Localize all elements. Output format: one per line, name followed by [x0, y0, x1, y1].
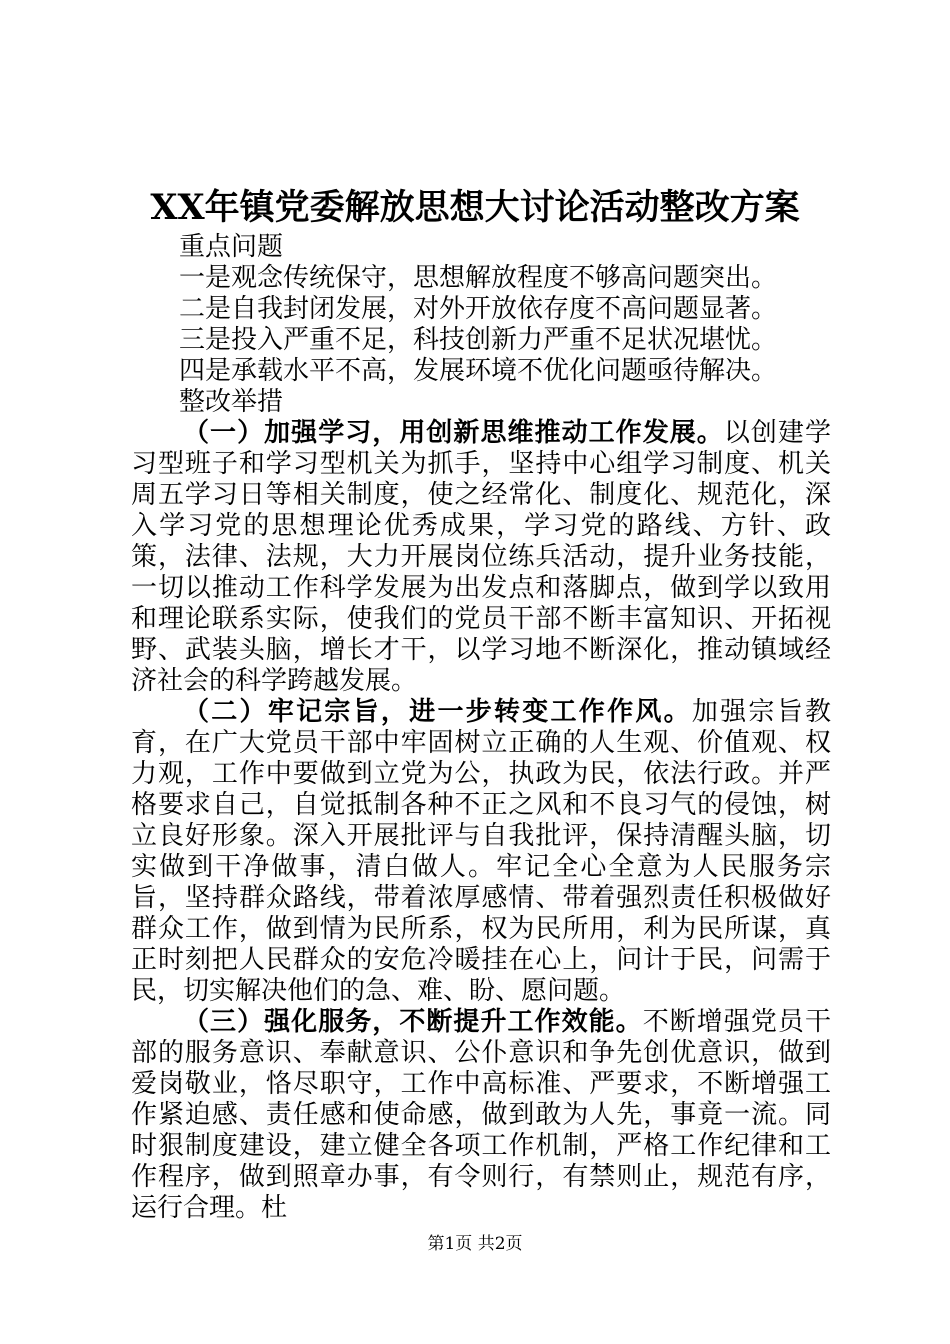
- measure-body-1: 以创建学习型班子和学习型机关为抓手，坚持中心组学习制度、机关周五学习日等相关制度，使之经常化、制度化、规范化，深入学习党的思想理论优秀成果，学习党的路线、方针、政策，法律、法规，大力开展岗位练兵活动，提升业务技能，一切以推动工作科学发展为出发点和落脚点，做到学以致用和理论联系实际，使我们的党员干部不断丰富知识、开拓视野、武装头脑，增长才干，以学习地不断深化，推动镇域经济社会的科学跨越发展。: [131, 418, 831, 696]
- measure-paragraph-1: [131, 418, 831, 697]
- measure-paragraph-2: [131, 697, 831, 1007]
- problem-item-3: 三是投入严重不足，科技创新力严重不足状况堪忧。: [179, 325, 778, 355]
- problem-item-4: 四是承载水平不高，发展环境不优化问题亟待解决。: [179, 356, 778, 386]
- measure-lead-3: （三）强化服务，不断提升工作效能。: [183, 1007, 643, 1037]
- problem-item-2: 二是自我封闭发展，对外开放依存度不高问题显著。: [179, 294, 778, 324]
- measure-paragraph-3: [131, 1007, 831, 1224]
- section-heading-problems: 重点问题: [179, 232, 284, 262]
- document-body: [131, 232, 831, 1224]
- measure-lead-1: （一）加强学习，用创新思维推动工作发展。: [183, 418, 724, 448]
- measure-body-3: 不断增强党员干部的服务意识、奉献意识、公仆意识和争先创优意识，做到爱岗敬业，恪尽职守，工作中高标准、严要求，不断增强工作紧迫感、责任感和使命感，做到敢为人先，事竟一流。同时狠制度建设，建立健全各项工作机制，严格工作纪律和工作程序，做到照章办事，有令则行，有禁则止，规范有序，运行合理。杜: [131, 1007, 831, 1223]
- measure-lead-2: （二）牢记宗旨，进一步转变工作作风。: [183, 697, 692, 727]
- page-indicator: 第1页 共2页: [427, 1234, 523, 1254]
- document-title: XX年镇党委解放思想大讨论活动整改方案: [150, 187, 800, 228]
- measure-body-2: 加强宗旨教育，在广大党员干部中牢固树立正确的人生观、价值观、权力观，工作中要做到立党为公，执政为民，依法行政。并严格要求自己，自觉抵制各种不正之风和不良习气的侵蚀，树立良好形象。深入开展批评与自我批评，保持清醒头脑，切实做到干净做事，清白做人。牢记全心全意为人民服务宗旨，坚持群众路线，带着浓厚感情、带着强烈责任积极做好群众工作，做到情为民所系，权为民所用，利为民所谋，真正时刻把人民群众的安危冷暖挂在心上，问计于民，问需于民，切实解决他们的急、难、盼、愿问题。: [131, 697, 831, 1006]
- problem-item-1: 一是观念传统保守，思想解放程度不够高问题突出。: [179, 263, 778, 293]
- section-heading-measures: 整改举措: [179, 387, 284, 417]
